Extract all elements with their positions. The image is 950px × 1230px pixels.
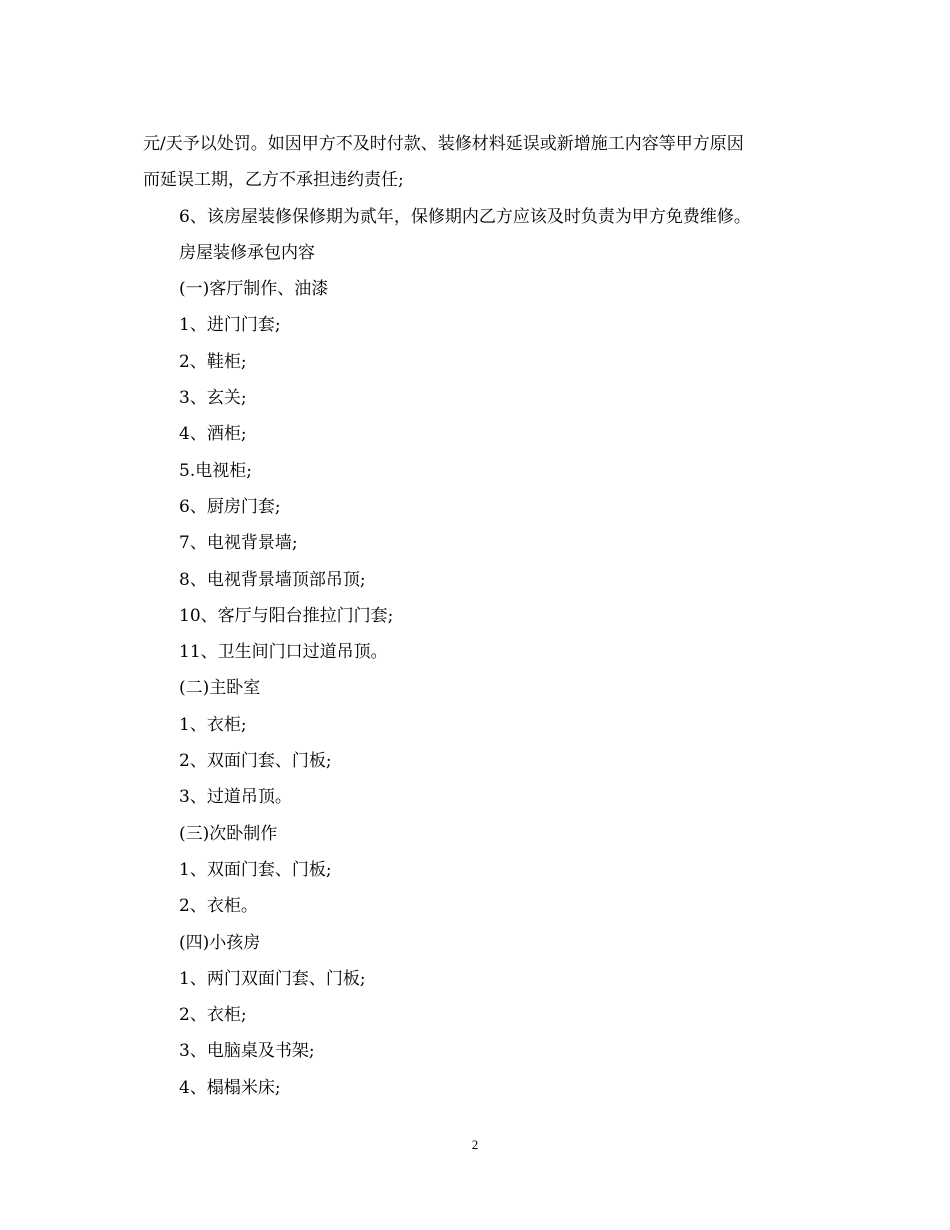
document-body — [143, 126, 813, 1106]
subsection-heading: (三)次卧制作 — [179, 823, 278, 844]
subsection-heading: (二)主卧室 — [179, 678, 261, 699]
page-number: 2 — [471, 1137, 479, 1152]
list-item: 7、电视背景墙; — [179, 533, 298, 554]
list-item: 1、两门双面门套、门板; — [179, 968, 366, 989]
list-item: 1、衣柜; — [179, 714, 247, 735]
list-item: 8、电视背景墙顶部吊顶; — [179, 569, 366, 590]
list-item: 4、酒柜; — [179, 424, 247, 445]
section-heading: 房屋装修承包内容 — [179, 242, 315, 263]
subsection-heading: (一)客厅制作、油漆 — [179, 279, 329, 300]
list-item: 3、电脑桌及书架; — [179, 1041, 315, 1062]
paragraph-line: 而延误工期，乙方不承担违约责任; — [143, 170, 404, 191]
list-item: 2、衣柜。 — [179, 896, 258, 917]
list-item: 3、过道吊顶。 — [179, 787, 292, 808]
list-item: 11、卫生间门口过道吊顶。 — [179, 642, 388, 663]
list-item: 2、双面门套、门板; — [179, 751, 332, 772]
paragraph-line: 6、该房屋装修保修期为贰年，保修期内乙方应该及时负责为甲方免费维修。 — [179, 206, 751, 227]
list-item: 2、衣柜; — [179, 1005, 247, 1026]
list-item: 1、双面门套、门板; — [179, 859, 332, 880]
list-item: 1、进门门套; — [179, 315, 281, 336]
list-item: 3、玄关; — [179, 388, 247, 409]
list-item: 6、厨房门套; — [179, 496, 281, 517]
list-item: 10、客厅与阳台推拉门门套; — [179, 605, 394, 626]
paragraph-line: 元/天予以处罚。如因甲方不及时付款、装修材料延误或新增施工内容等甲方原因 — [143, 134, 744, 154]
subsection-heading: (四)小孩房 — [179, 932, 261, 953]
list-item: 5.电视柜; — [179, 460, 252, 481]
list-item: 2、鞋柜; — [179, 351, 247, 372]
list-item: 4、榻榻米床; — [179, 1077, 281, 1098]
